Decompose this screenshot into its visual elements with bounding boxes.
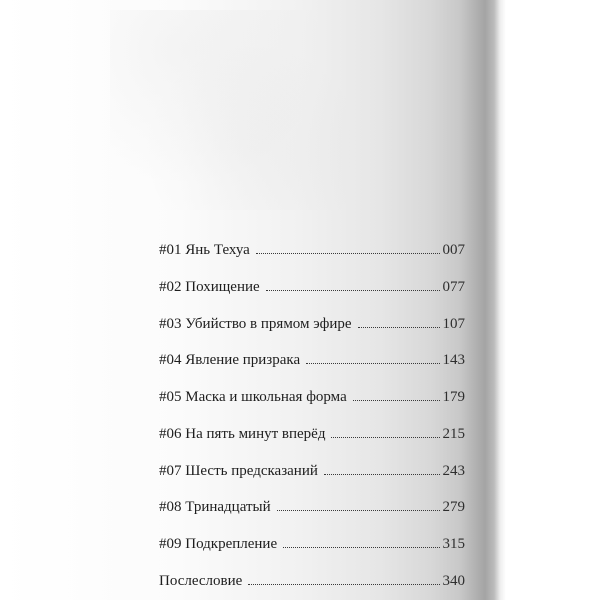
- toc-entry-page: 315: [442, 536, 465, 552]
- dot-leader: [266, 289, 440, 291]
- toc-entry-title: Послесловие: [159, 572, 243, 589]
- toc-entry: [159, 279, 465, 316]
- dot-leader: [256, 252, 440, 254]
- toc-entry: [159, 352, 465, 389]
- toc-entry: [159, 389, 465, 426]
- toc-entry-title: #05 Маска и школьная форма: [159, 389, 347, 405]
- toc-entry-page: 077: [442, 278, 465, 295]
- toc-entry-title: #07 Шесть предсказаний: [159, 462, 318, 479]
- dot-leader: [283, 546, 439, 548]
- toc-entry-title: #04 Явление призрака: [159, 352, 301, 369]
- table-of-contents: [159, 242, 465, 600]
- toc-entry-title: #09 Подкрепление: [159, 536, 278, 552]
- toc-entry-title: #08 Тринадцатый: [159, 499, 271, 516]
- toc-entry-page: 279: [442, 499, 465, 516]
- dot-leader: [331, 436, 439, 438]
- toc-entry-page: 107: [442, 315, 465, 332]
- toc-entry-title: #06 На пять минут вперёд: [159, 425, 326, 442]
- dot-leader: [277, 509, 440, 511]
- dot-leader: [353, 399, 440, 401]
- toc-entry: [159, 499, 465, 536]
- toc-entry: [159, 536, 465, 573]
- toc-entry-title: #01 Янь Техуа: [159, 242, 250, 258]
- dot-leader: [248, 583, 439, 585]
- toc-entry-page: 007: [442, 242, 465, 258]
- toc-entry-page: 215: [442, 425, 465, 442]
- dot-leader: [324, 473, 440, 475]
- toc-entry: [159, 316, 465, 353]
- toc-entry-page: 179: [442, 389, 465, 405]
- toc-entry: [159, 463, 465, 500]
- toc-entry: [159, 426, 465, 463]
- toc-entry-title: #03 Убийство в прямом эфире: [159, 315, 352, 332]
- toc-entry: [159, 242, 465, 279]
- toc-entry-page: 243: [442, 462, 465, 479]
- toc-entry-title: #02 Похищение: [159, 278, 260, 295]
- show-through-shadow: [110, 10, 350, 210]
- toc-entry-page: 143: [442, 352, 465, 369]
- toc-entry-page: 340: [442, 572, 465, 589]
- toc-entry: [159, 573, 465, 600]
- dot-leader: [306, 362, 439, 364]
- dot-leader: [358, 326, 440, 328]
